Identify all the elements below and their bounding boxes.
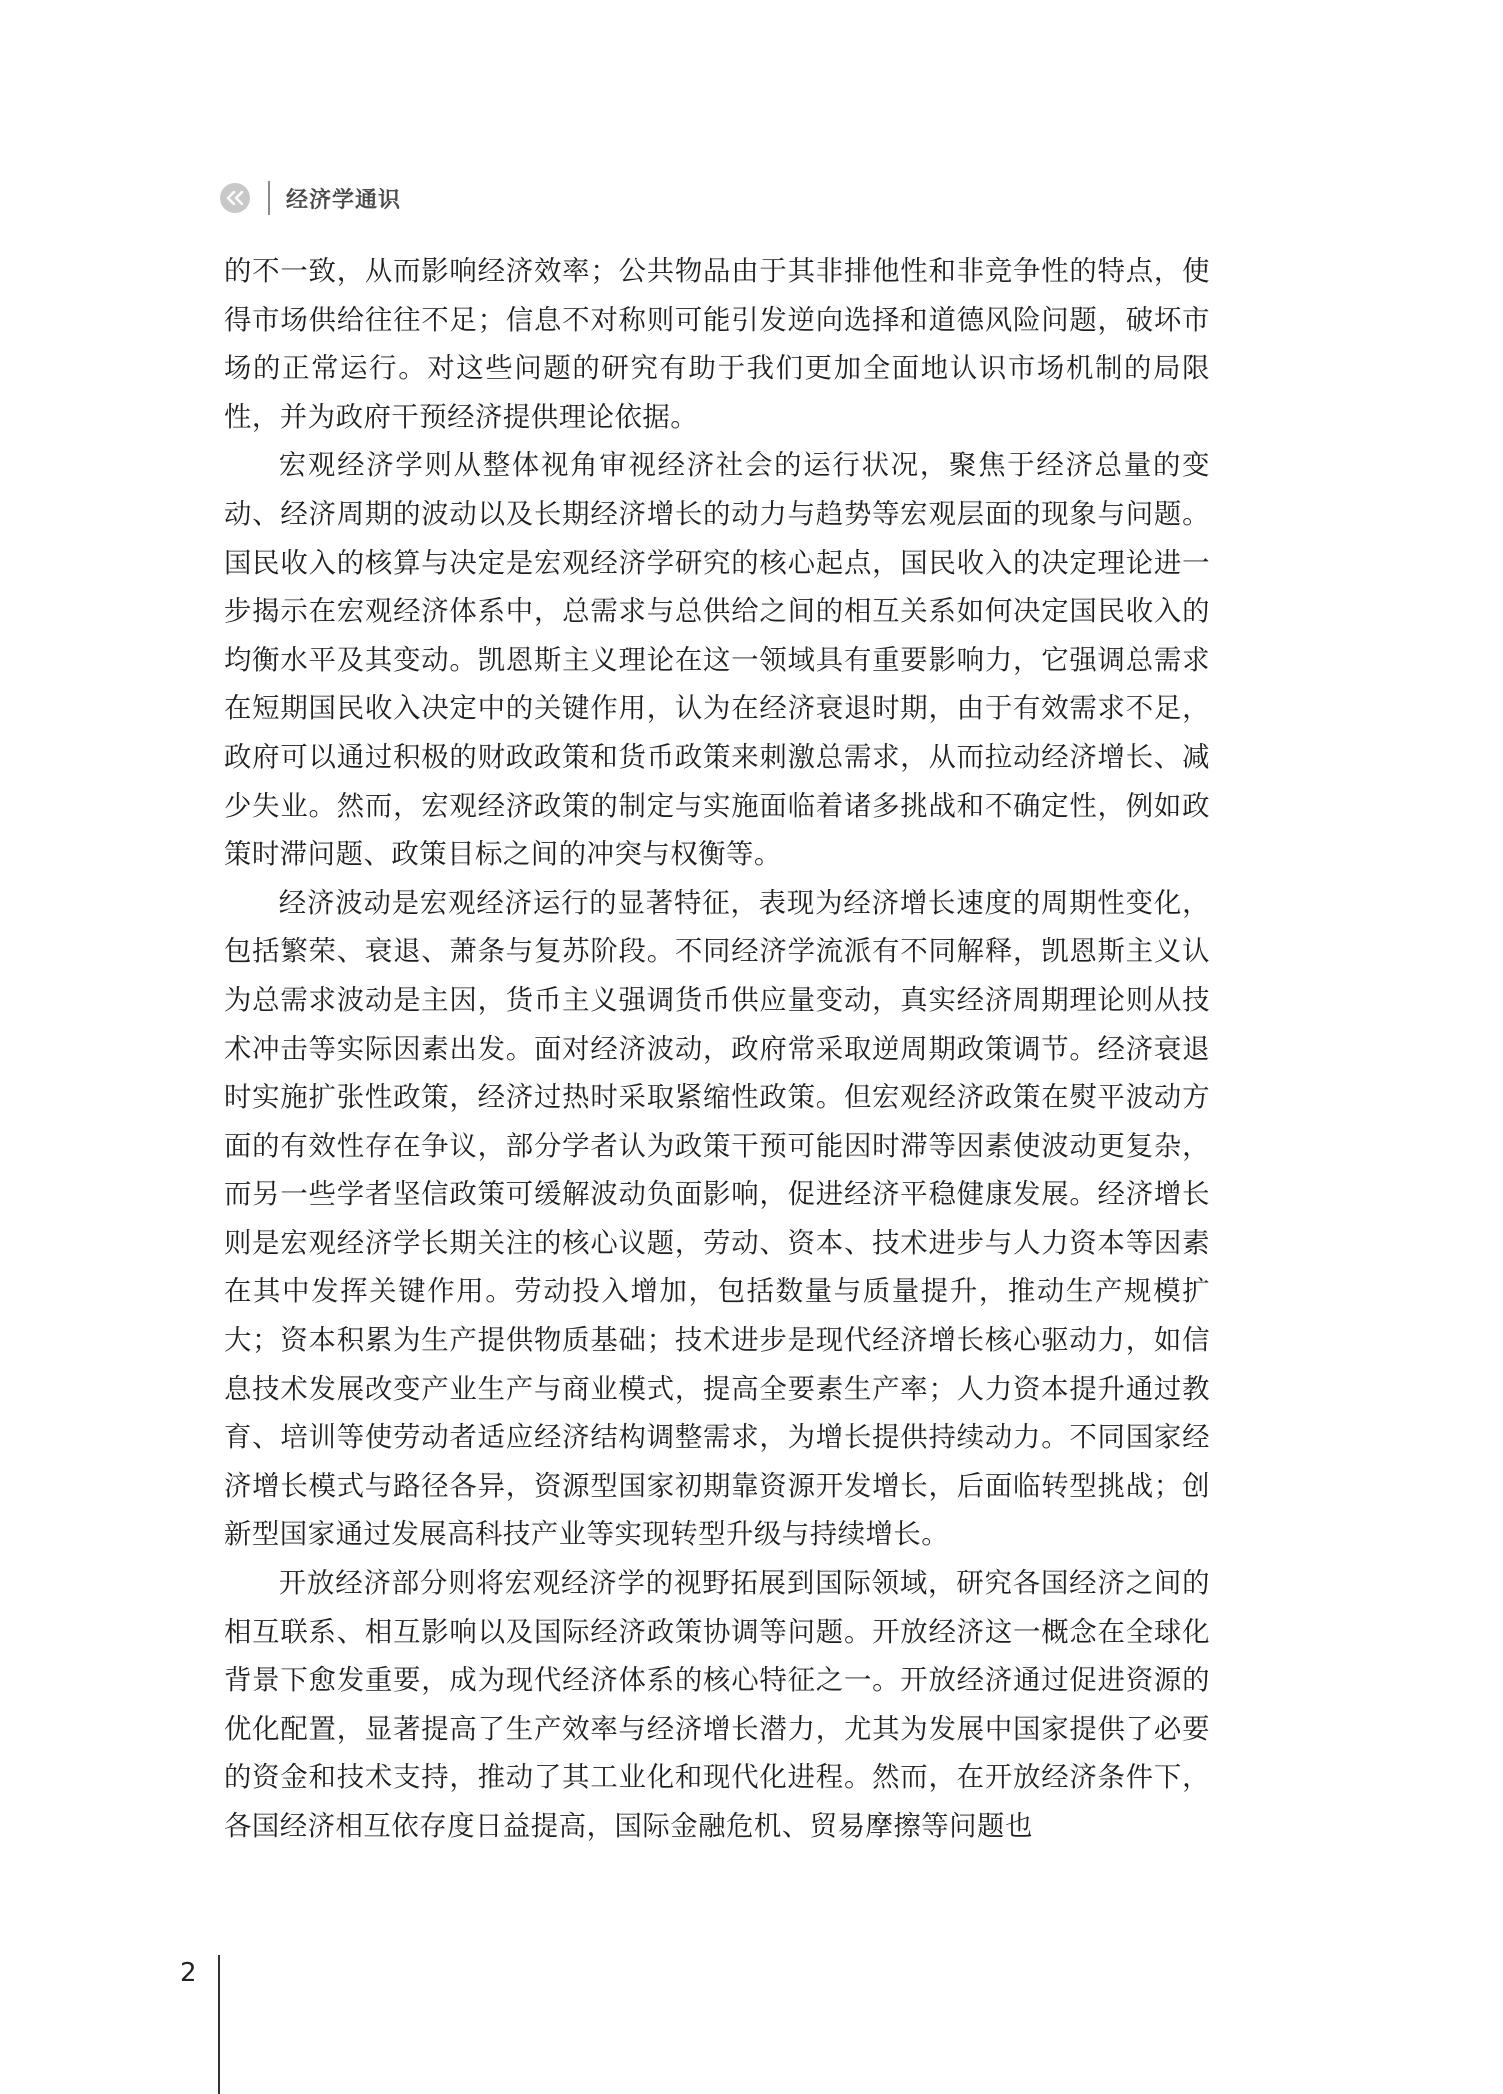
double-chevron-left-icon [220, 183, 250, 213]
paragraph-continued: 的不一致，从而影响经济效率；公共物品由于其非排他性和非竞争性的特点，使得市场供给往往不足；信息不对称则可能引发逆向选择和道德风险问题，破坏市场的正常运行。对这些问题的研究有助于我们更加全面地认识市场机制的局限性，并为政府干预经济提供理论依据。 [224, 256, 1210, 433]
paragraph-macroeconomics: 宏观经济学则从整体视角审视经济社会的运行状况，聚焦于经济总量的变动、经济周期的波动以及长期经济增长的动力与趋势等宏观层面的现象与问题。国民收入的核算与决定是宏观经济学研究的核心起点，国民收入的决定理论进一步揭示在宏观经济体系中，总需求与总供给之间的相互关系如何决定国民收入的均衡水平及其变动。凯恩斯主义理论在这一领域具有重要影响力，它强调总需求在短期国民收入决定中的关键作用，认为在经济衰退时期，由于有效需求不足，政府可以通过积极的财政政策和货币政策来刺激总需求，从而拉动经济增长、减少失业。然而，宏观经济政策的制定与实施面临着诸多挑战和不确定性，例如政策时滞问题、政策目标之间的冲突与权衡等。 [224, 450, 1210, 871]
paragraph-economic-fluctuation: 经济波动是宏观经济运行的显著特征，表现为经济增长速度的周期性变化，包括繁荣、衰退、萧条与复苏阶段。不同经济学流派有不同解释，凯恩斯主义认为总需求波动是主因，货币主义强调货币供应量变动，真实经济周期理论则从技术冲击等实际因素出发。面对经济波动，政府常采取逆周期政策调节。经济衰退时实施扩张性政策，经济过热时采取紧缩性政策。但宏观经济政策在熨平波动方面的有效性存在争议，部分学者认为政策干预可能因时滞等因素使波动更复杂，而另一些学者坚信政策可缓解波动负面影响，促进经济平稳健康发展。经济增长则是宏观经济学长期关注的核心议题，劳动、资本、技术进步与人力资本等因素在其中发挥关键作用。劳动投入增加，包括数量与质量提升，推动生产规模扩大；资本积累为生产提供物质基础；技术进步是现代经济增长核心驱动力，如信息技术发展改变产业生产与商业模式，提高全要素生产率；人力资本提升通过教育、培训等使劳动者适应经济结构调整需求，为增长提供持续动力。不同国家经济增长模式与路径各异，资源型国家初期靠资源开发增长，后面临转型挑战；创新型国家通过发展高科技产业等实现转型升级与持续增长。 [224, 887, 1210, 1551]
book-title: 经济学通识 [286, 187, 402, 213]
paragraph-open-economy: 开放经济部分则将宏观经济学的视野拓展到国际领域，研究各国经济之间的相互联系、相互影响以及国际经济政策协调等问题。开放经济这一概念在全球化背景下愈发重要，成为现代经济体系的核心特征之一。开放经济通过促进资源的优化配置，显著提高了生产效率与经济增长潜力，尤其为发展中国家提供了必要的资金和技术支持，推动了其工业化和现代化进程。然而，在开放经济条件下，各国经济相互依存度日益提高，国际金融危机、贸易摩擦等问题也 [224, 1568, 1210, 1842]
running-header [220, 178, 401, 218]
footer-rule [218, 1955, 220, 2094]
page-number: 2 [180, 1958, 197, 1988]
body-text [224, 248, 1210, 1852]
header-divider [268, 181, 270, 215]
